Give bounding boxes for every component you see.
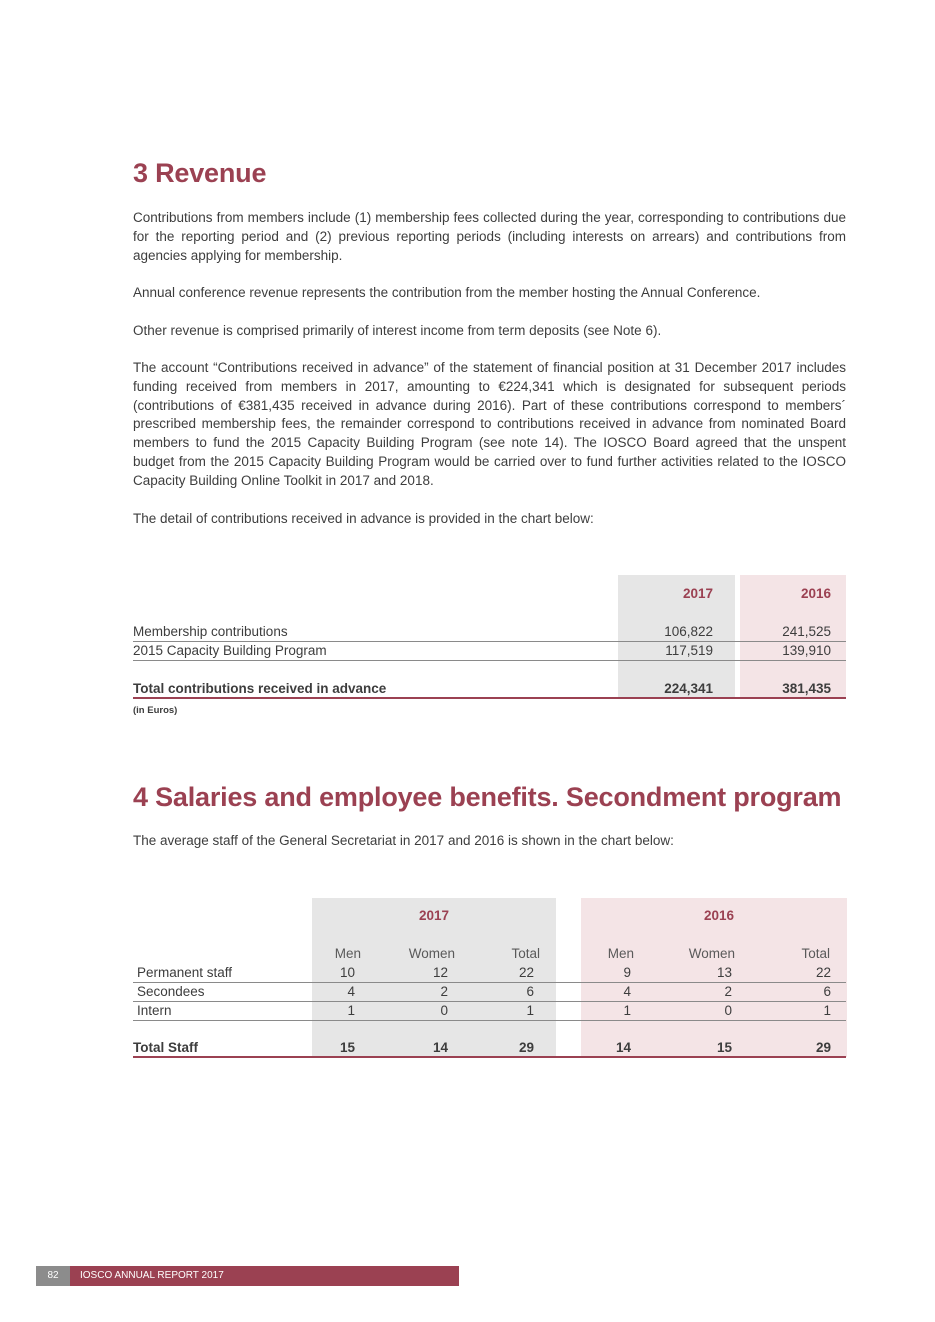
table-cell: 29 (518, 1040, 534, 1055)
row-label-membership: Membership contributions (133, 624, 288, 639)
row-divider (133, 982, 846, 983)
capacity-2017: 117,519 (665, 643, 713, 658)
col-women-2016: Women (688, 946, 735, 961)
table-cell: 1 (623, 1003, 631, 1018)
table-cell: 2 (440, 984, 448, 999)
membership-2017: 106,822 (664, 624, 713, 639)
table-cell: 4 (347, 984, 355, 999)
row-divider (133, 660, 846, 661)
paragraph-contributions: Contributions from members include (1) membership fees collected during the year, corresponding to contributions due for the reporting period and (2) previous reporting periods (including interests on arrears) and contributions from agencies applying for membership. (133, 210, 846, 263)
paragraph-contributions-advance: The account “Contributions received in advance” of the statement of financial position at 31 December 2017 includes funding received from members in 2017, amounting to €224,341 which is designated for subsequent periods (contributions of €381,435 received in advance during 2016). Part of these contributions correspond to members´ prescribed membership fees, the remainder correspond to contributions received in advance from nominated Board members to fund the 2015 Capacity Building Program (see note 14). The IOSCO Board agreed that the unspent budget from the 2015 Capacity Building Program would be carried over to fund further activities related to the IOSCO Capacity Building Online Toolkit in 2017 and 2018. (133, 360, 846, 488)
col-men-2017: Men (334, 946, 361, 961)
col-men-2016: Men (607, 946, 634, 961)
total-staff-label: Total Staff (133, 1040, 198, 1055)
row-label-intern: Intern (137, 1003, 172, 1018)
currency-note: (in Euros) (133, 705, 178, 716)
paragraph-average-staff: The average staff of the General Secretariat in 2017 and 2016 is shown in the chart below: (133, 833, 674, 848)
table-cell: 0 (724, 1003, 732, 1018)
year-2016-header: 2016 (800, 586, 831, 601)
table-cell: 12 (432, 965, 448, 980)
table-cell: 2 (724, 984, 732, 999)
section-4-title: 4 Salaries and employee benefits. Secondment program (133, 782, 842, 812)
total-2017: 224,341 (664, 681, 713, 696)
table-cell: 14 (432, 1040, 448, 1055)
membership-2016: 241,525 (782, 624, 831, 639)
col-women-2017: Women (408, 946, 455, 961)
table-cell: 6 (526, 984, 534, 999)
table-cell: 13 (716, 965, 732, 980)
row-label-capacity: 2015 Capacity Building Program (133, 643, 327, 658)
row-divider (133, 1020, 846, 1021)
row-divider (133, 641, 846, 642)
table-cell: 4 (623, 984, 631, 999)
table-cell: 22 (815, 965, 831, 980)
table-cell: 10 (339, 965, 355, 980)
table-cell: 9 (623, 965, 631, 980)
total-label: Total contributions received in advance (133, 681, 387, 696)
year-2017-header: 2017 (418, 908, 450, 923)
table-cell: 29 (815, 1040, 831, 1055)
table-cell: 22 (518, 965, 534, 980)
paragraph-other-revenue: Other revenue is comprised primarily of interest income from term deposits (see Note 6). (133, 323, 662, 338)
table-cell: 15 (716, 1040, 732, 1055)
total-2016: 381,435 (782, 681, 831, 696)
year-2016-header: 2016 (703, 908, 735, 923)
table-cell: 0 (440, 1003, 448, 1018)
table-cell: 1 (823, 1003, 831, 1018)
total-divider (133, 1056, 846, 1058)
table-cell: 14 (615, 1040, 631, 1055)
footer-title: IOSCO ANNUAL REPORT 2017 (70, 1266, 459, 1286)
col-total-2016: Total (801, 946, 830, 961)
year-2017-header: 2017 (682, 586, 713, 601)
table-cell: 1 (526, 1003, 534, 1018)
section-3-title: 3 Revenue (133, 158, 267, 188)
capacity-2016: 139,910 (782, 643, 831, 658)
row-label-secondees: Secondees (137, 984, 205, 999)
table-cell: 15 (339, 1040, 355, 1055)
page-number: 82 (36, 1266, 70, 1286)
total-divider (133, 697, 846, 699)
row-label-permanent: Permanent staff (137, 965, 233, 980)
table-cell: 1 (347, 1003, 355, 1018)
paragraph-detail-chart: The detail of contributions received in advance is provided in the chart below: (133, 511, 594, 526)
row-divider (133, 1001, 846, 1002)
table-cell: 6 (823, 984, 831, 999)
paragraph-annual-conference: Annual conference revenue represents the contribution from the member hosting the Annual Conference. (133, 285, 761, 300)
col-total-2017: Total (511, 946, 540, 961)
